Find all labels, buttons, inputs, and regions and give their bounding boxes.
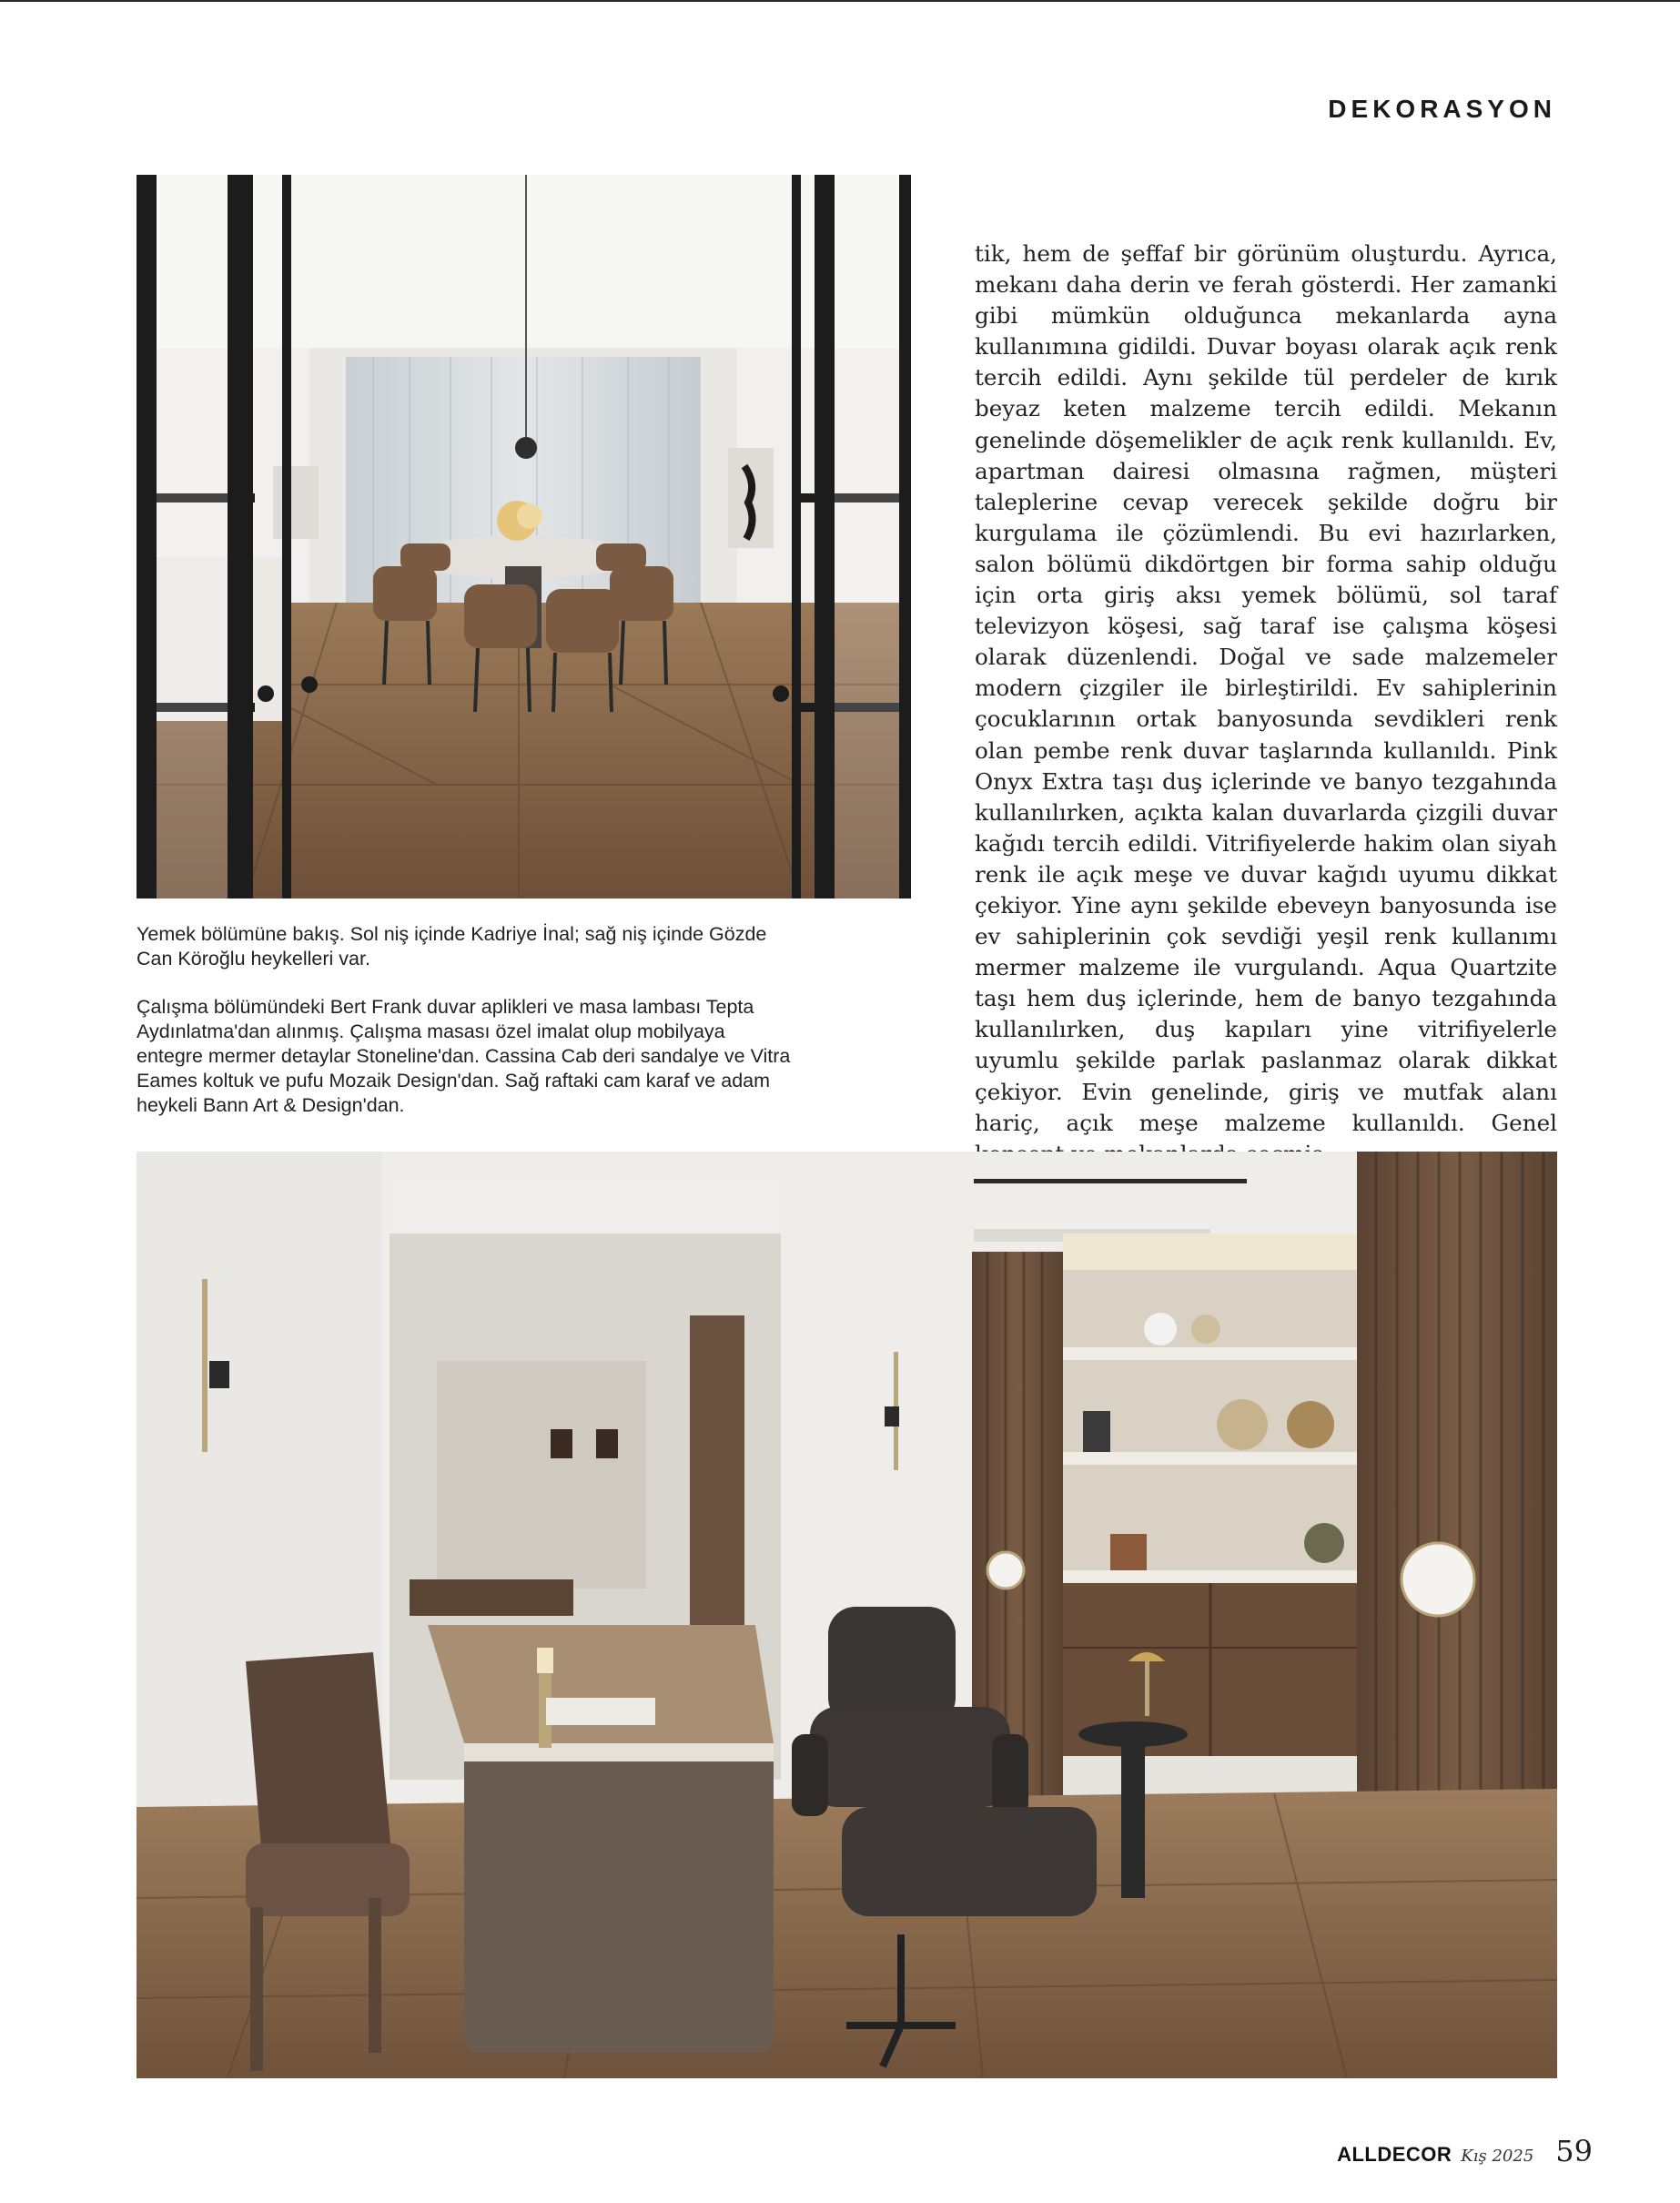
photo-captions	[137, 922, 792, 1142]
dining-room-illustration	[137, 175, 911, 898]
issue-label: Kış 2025	[1461, 2147, 1534, 2166]
caption-dining: Yemek bölümüne bakış. Sol niş içinde Kadriye İnal; sağ niş içinde Gözde Can Köroğlu heykelleri var.	[137, 923, 767, 970]
magazine-brand: ALLDECOR	[1337, 2143, 1452, 2166]
article-body-paragraph: tik, hem de şeffaf bir görünüm oluşturdu. Ayrıca, mekanı daha derin ve ferah gösterdi. Her zamanki gibi mümkün olduğunca mekanlarda ayna kullanımına gidildi. Duvar boyası olarak açık renk tercih edildi. Aynı şekilde tül perdeler de kırık beyaz keten malzeme tercih edildi. Mekanın genelinde döşemelikler de açık renk kullanıldı. Ev, apartman dairesi olmasına rağmen, müşteri taleplerine cevap verecek şekilde doğru bir kurgulama ile çözümlendi. Bu evi hazırlarken, salon bölümü dikdörtgen bir forma sahip olduğu için orta giriş aksı yemek bölümü, sol taraf televizyon köşesi, sağ taraf ise çalışma köşesi olarak düzenlendi. Doğal ve sade malzemeler modern çizgiler ile birleştirildi. Ev sahiplerinin çocuklarının ortak banyosunda sevdikleri renk olan pembe renk duvar taşlarında kullanıldı. Pink Onyx Extra taşı duş içlerinde ve banyo tezgahında kullanılırken, açıkta kalan duvarlarda çizgili duvar kağıdı tercih edildi. Vitrifiyelerde hakim olan siyah renk ile açık meşe ve duvar kağıdı uyumu dikkat çekiyor. Yine aynı şekilde ebeveyn banyosunda ise ev sahiplerinin çok sevdiği yeşil renk kullanımı mermer malzeme ile vurgulandı. Aqua Quartzite taşı hem duş içlerinde, hem de banyo tezgahında kullanılırken, duş kapıları yine vitrifiyelerle uyumlu şekilde parlak paslanmaz olarak dikkat çekiyor. Evin genelinde, giriş ve mutfak alanı hariç, açık meşe malzeme kullanıldı. Genel	[975, 240, 1557, 1136]
article-body	[975, 239, 1557, 1170]
study-room-illustration	[137, 1152, 1557, 2078]
dining-room-photo	[137, 175, 911, 898]
page-number: 59	[1555, 2134, 1593, 2168]
section-label: DEKORASYON	[1328, 95, 1556, 123]
page-footer	[1337, 2134, 1593, 2168]
top-rule	[0, 0, 1680, 2]
caption-study: Çalışma bölümündeki Bert Frank duvar aplikleri ve masa lambası Tepta Aydınlatma'dan alınmış. Çalışma masası özel imalat olup mobilyaya entegre mermer detaylar Stoneline'dan. Cassina Cab deri sandalye ve Vitra Eames koltuk ve pufu Mozaik Design'dan. Sağ raftaki cam karaf ve adam heykeli Bann Art & Design'dan.	[137, 996, 791, 1116]
study-room-photo	[137, 1152, 1557, 2078]
